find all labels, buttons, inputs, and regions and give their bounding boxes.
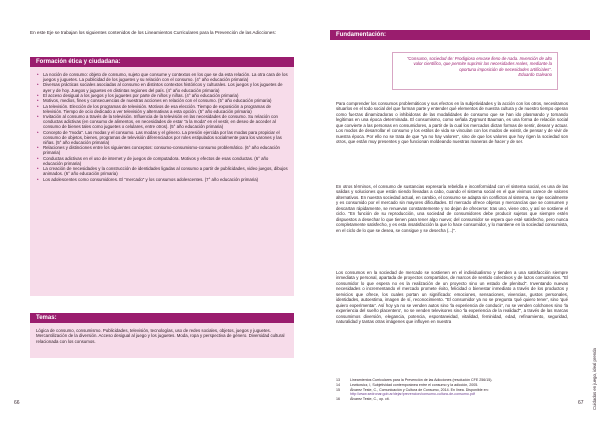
body-paragraph: En otros términos, el consumo de sustancias expresaría rebeldía e inconformidad con el sistema social, es una de las salidas y soluciones que están siendo llevadas a cabo, cuando el sistema social en el que vivimos carece de valores alternativos. En nuestra sociedad actual, en cambio, el consumo se adapta sin conflictos al sistema, se rige socialmente y es consumido por el mercado sin mayores dificultades. El mercado ofrece objetos y mercancías que se consumen y descartan rápidamente, se renuevan constantemente y no dejan de ofrecerse: tras uno, viene otro, y así se sostiene el ciclo. "En función de su reproducción, una sociedad de consumidores debe producir sujetos que siempre estén dispuestos a desechar lo que tienen para tener algo nuevo; del consumidor se espera que esté satisfecho, pero nunca completamente satisfecho, y es esta insatisfacción la que lo hace consumidor, y lo mantiene en la sociedad consumista, en el ciclo de lo que se desea, se consigue y se desecha (...)". (336, 184, 568, 233)
page-number-left: 66 (14, 400, 20, 406)
footnote-number: 16 (336, 397, 340, 402)
footnote-text: Lewkowicz, I, Subjetividad contemporánea entre el consumo y la adicción, 2005. (350, 382, 479, 387)
side-label (584, 300, 597, 410)
footnote-text: Álvarez Teste, C., Comunicación y Cultura de Consumo, 2014. En línea. Disponible en: (350, 387, 489, 392)
bullet-icon: • (37, 98, 39, 104)
epigraph-quote (392, 52, 558, 90)
temas-text: Lógica de consumo, consumismo. Publicidades, televisión, tecnologías, uso de redes sociales, objetos, juegos y juguetes. Mercantilización de la diversión. Acceso desigual al juego y los juguetes. Moda, ropa y perspectiva de género. Diversidad cultural relacionada con los consumos. (36, 328, 285, 344)
footnote-link[interactable]: http://www.sedronar.gob.ar/dejar/prevencion/consumo-cultura-de-consumo.pdf (350, 392, 475, 397)
bullet-icon: • (37, 155, 39, 161)
fundamentacion-heading: Fundamentación: (330, 30, 590, 40)
bullet-icon: • (37, 72, 39, 77)
quote-text: "Consumo, sociedad de: Prodigioso envase lleno de nada. Invención de alto valor científico, que permite suprimir las necesidades reales, mediante la oportuna imposición de necesidades artificiales". (406, 56, 552, 72)
footnote (336, 388, 568, 398)
footnote-text: Lineamientos Curriculares para la Prevención de las Adicciones (resolución CFE 256/15). (350, 378, 493, 382)
temas-heading: Temas: (30, 313, 294, 323)
list-item: • La noción de consumo: objeto de consumo, sujeto que consume y contextos en los que se da esta relación. La otra cara de los juegos y juguetes. La publicidad de los juguetes y su relación con el consumo. (4° año educación primaria) (37, 72, 288, 83)
list-item: • Relaciones y distinciones entre los siguientes conceptos: consumo-consumismo-consumo problemático. (6° año educación primaria) (37, 145, 280, 156)
quote-author: Eduardo Galeano (518, 72, 552, 78)
bullet-icon: • (37, 92, 39, 98)
bullet-icon: • (37, 176, 39, 182)
bullet-icon: • (37, 103, 39, 109)
temas-content-box (30, 323, 294, 358)
bullet-icon: • (37, 129, 39, 135)
footnote-number: 15 (336, 387, 340, 392)
footnote (336, 397, 568, 402)
page-number-right: 67 (578, 400, 584, 406)
footnote-number: 14 (336, 382, 340, 387)
formacion-content-box (30, 67, 294, 296)
right-page (300, 0, 600, 424)
bullet-icon: • (37, 82, 39, 88)
list-item: • El acceso desigual a los juegos y los juguetes por parte de niños y niñas. (4° año educación primaria) (37, 92, 239, 98)
bullet-icon: • (37, 166, 39, 172)
list-item: • Diversas prácticas sociales asociadas al consumo en distintos contextos históricos y culturales. Los juegos y los juguetes de ayer y de hoy. Juegos y juguetes en distintas regiones del país. (4° año educación primaria) (37, 82, 283, 93)
list-item: • Los adolescentes como consumidores. El "mercado" y los consumos adolescentes. (7° año educación primaria) (37, 176, 259, 182)
body-paragraph: Para comprender los consumos problemáticos y sus efectos en la subjetividades y la acción con los otros, necesitamos situarlos en el todo social del que forman parte y entender qué elementos de nuestra cultura y de nuestro tiempo operan como fuerzas dinamizadoras o inhibidoras de las modalidades de consumo que se han ido plasmando y tornando legítimas en una época determinada. El consumismo, como señala Zygmunt Bauman, es una forma de relación social que convierte a las personas en consumidores, a partir de la cual los mercados dictan formas de sentir, desear y actuar. Los modos de desarrollar el consumo y los estilos de vida se vinculan con los modos de existir, de pensar y de vivir de nuestra época. Por ello no se trata de que "ya no hay valores", sino de que los valores que hoy rigen la sociedad son otros, que están muy presentes y que funcionan moldeando nuestras maneras de hacer y de ser. (336, 101, 568, 145)
list-item: • La creación de necesidades y la construcción de identidades ligadas al consumo a partir de publicidades, video juegos, dibujos animados. (6° año educación primaria) (37, 166, 288, 177)
body-paragraph: Los consumos en la sociedad de mercado se sostienen en el individualismo y tienden a una satisfacción siempre inmediata y personal, apartada de proyectos compartidos, de marcos de sentido colectivos y de lazos comunitarios. "El consumidor lo que espera no es la realización de un proyecto sino un estado de plenitud". Inventando nuevas necesidades o incrementando el mercado promete éxito, felicidad o bienestar inmediato a través de los productos y servicios que ofrece, los cuales portan un significado: emociones, sensaciones, vivencias, gustos personales, identidades, autoestima, imagen de sí, reconocimiento. "El consumidor ya no se pregunta 'qué quiero tener', sino 'qué quiero experimentar'. Así hoy ya no se venden autos sino 'la experiencia de conducir', no se venden colchones sino 'la experiencia del sueño placentero', no se venden televisores sino 'la experiencia de la realidad'", a través de las marcas consumimos diversión, elegancia, potencia, espontaneidad, vitalidad, feminidad, edad, refinamiento, seguridad, naturalidad y tantas otras imágenes que influyen en nuestra (336, 270, 568, 325)
list-item: • Motivos, medios, fines y consecuencias de nuestras acciones en relación con el consumo. (5° año educación primaria) (37, 98, 272, 104)
bullet-icon: • (37, 145, 39, 151)
list-item: • La televisión. Elección de los programas de televisión. Motivos de esa elección. Tiempo de exposición a programas de televisión. Tiempo de ocio dedicado a ver televisión y alternativas a esta opción. (5° año educación primaria) (37, 103, 271, 114)
footnote-text: Álvarez Teste, C., op. cit. (350, 397, 390, 402)
list-item: • Conductas adictivas en el uso de internet y de juegos de computadora. Motivos y efectos de esas conductas. (6° año educación primaria) (37, 155, 269, 166)
list-item: • Concepto de "moda". Las modas y el consumo. Las modas y el género. La presión ejercida por las modas para propiciar el consumo de objetos, bienes, programas de televisión diferenciados por roles estipulados socialmente para los varones y las niñas. (5° año educación primaria) (37, 129, 282, 145)
formacion-heading: Formación ética y ciudadana: (30, 57, 294, 67)
bullet-icon: • (37, 113, 39, 119)
footnotes (336, 378, 568, 402)
list-item: • Invitación al consumo a través de la televisión. Influencia de la televisión en las necesidades de consumo. Su relación con conductas adictivas (en consumo de alimentos, en necesidades de estar "a la moda" en el vestir, en deseo de acceder al consumo de bienes tales como juguetes o celulares, entre otros). (5° año educación primaria) (37, 113, 278, 130)
formacion-list (36, 72, 288, 182)
intro-text: En este Eje se trabajan los siguientes contenidos de los Lineamientos Curriculares para la Prevención de las Adicciones: (30, 30, 276, 35)
footnote-number: 13 (336, 378, 340, 382)
side-label-text: Cuidados en juego, ideal prenda (592, 348, 597, 410)
